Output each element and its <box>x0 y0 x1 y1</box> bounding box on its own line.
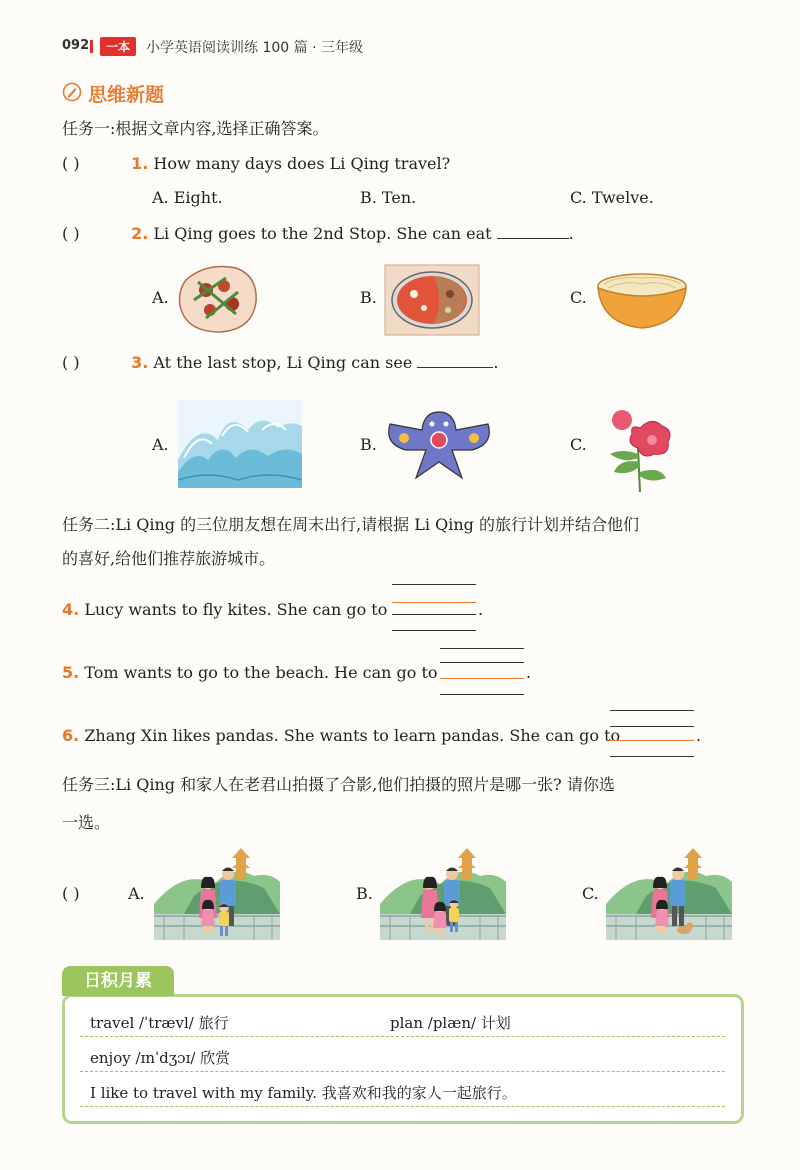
vocab-row-2: enjoy /ɪnˈdʒɔɪ/ 欣赏 <box>90 1049 231 1067</box>
question-text: Li Qing goes to the 2nd Stop. She can eat <box>153 224 492 243</box>
answer-blank[interactable] <box>497 237 569 239</box>
question-2: ( ) 2. Li Qing goes to the 2nd Stop. She can eat . <box>62 224 574 243</box>
pencil-circle-icon <box>62 82 82 102</box>
vocab-row-1-left: travel /ˈtrævl/ 旅行 <box>90 1014 229 1032</box>
photo-option-b-label: B. <box>356 884 373 903</box>
answer-line[interactable] <box>392 630 476 631</box>
option-1b: B. Ten. <box>360 188 417 207</box>
answer-paren[interactable]: ( ) <box>62 154 80 173</box>
answer-paren[interactable]: ( ) <box>62 224 80 243</box>
option-1a: A. Eight. <box>152 188 223 207</box>
vocab-row-1-right: plan /plæn/ 计划 <box>390 1014 511 1032</box>
hotpot-image <box>384 264 480 336</box>
option-3a: A. <box>152 435 169 454</box>
family-photo-b[interactable] <box>380 844 506 940</box>
option-2c: C. <box>570 288 587 307</box>
item-6: 6. Zhang Xin likes pandas. She wants to learn pandas. She can go to <box>62 726 621 745</box>
stir-fry-plate-image <box>176 262 260 334</box>
vocab-divider <box>80 1106 725 1107</box>
option-1c: C. Twelve. <box>570 188 654 207</box>
item-5: 5. Tom wants to go to the beach. He can go to <box>62 663 438 682</box>
task2-instruction-line1: 任务二:Li Qing 的三位朋友想在周末出行,请根据 Li Qing 的旅行计划并结合他们 <box>62 515 639 534</box>
answer-line[interactable] <box>610 756 694 757</box>
vocab-title: 日积月累 <box>62 966 174 996</box>
sea-waves-image <box>178 400 302 488</box>
answer-line[interactable] <box>440 648 524 649</box>
series-logo: 一本 <box>100 37 136 56</box>
photo-option-c-label: C. <box>582 884 599 903</box>
question-number: 1. <box>131 154 149 173</box>
task3-instruction-line1: 任务三:Li Qing 和家人在老君山拍摄了合影,他们拍摄的照片是哪一张? 请你选 <box>62 775 615 794</box>
question-number: 2. <box>131 224 149 243</box>
task1-instruction: 任务一:根据文章内容,选择正确答案。 <box>62 119 329 138</box>
answer-blank[interactable] <box>417 366 493 368</box>
answer-paren[interactable]: ( ) <box>62 884 80 903</box>
question-text: At the last stop, Li Qing can see <box>153 353 413 372</box>
answer-paren[interactable]: ( ) <box>62 353 80 372</box>
swallow-kite-image <box>384 404 494 482</box>
answer-line[interactable] <box>610 726 694 727</box>
answer-line[interactable] <box>392 584 476 585</box>
answer-line[interactable] <box>610 710 694 711</box>
task2-instruction-line2: 的喜好,给他们推荐旅游城市。 <box>62 549 276 568</box>
family-photo-a[interactable] <box>154 844 280 940</box>
option-3b: B. <box>360 435 377 454</box>
vocab-divider <box>80 1036 725 1037</box>
question-number: 3. <box>131 353 149 372</box>
answer-line[interactable] <box>440 694 524 695</box>
option-3c: C. <box>570 435 587 454</box>
task3-instruction-line2: 一选。 <box>62 813 111 832</box>
peony-flower-image <box>600 402 678 494</box>
book-title: 小学英语阅读训练 100 篇 · 三年级 <box>146 40 363 56</box>
answer-line-marked[interactable] <box>392 602 476 603</box>
question-3: ( ) 3. At the last stop, Li Qing can see . <box>62 353 499 372</box>
answer-line[interactable] <box>440 662 524 663</box>
answer-line[interactable] <box>392 614 476 615</box>
photo-option-a-label: A. <box>128 884 145 903</box>
vocab-row-3: I like to travel with my family. 我喜欢和我的家人一起旅行。 <box>90 1084 517 1102</box>
noodle-bowl-image <box>596 270 688 332</box>
answer-line-marked[interactable] <box>440 678 524 679</box>
item-4: 4. Lucy wants to fly kites. She can go to <box>62 600 388 619</box>
question-text: How many days does Li Qing travel? <box>153 154 451 173</box>
header-divider <box>90 40 93 53</box>
section-title: 思维新题 <box>88 84 165 106</box>
page-number: 092 <box>62 38 90 53</box>
answer-line-marked[interactable] <box>610 740 694 741</box>
option-2b: B. <box>360 288 377 307</box>
question-1 <box>62 154 450 173</box>
family-photo-c[interactable] <box>606 844 732 940</box>
vocab-divider <box>80 1071 725 1072</box>
option-2a: A. <box>152 288 169 307</box>
task3-answer <box>62 884 126 903</box>
